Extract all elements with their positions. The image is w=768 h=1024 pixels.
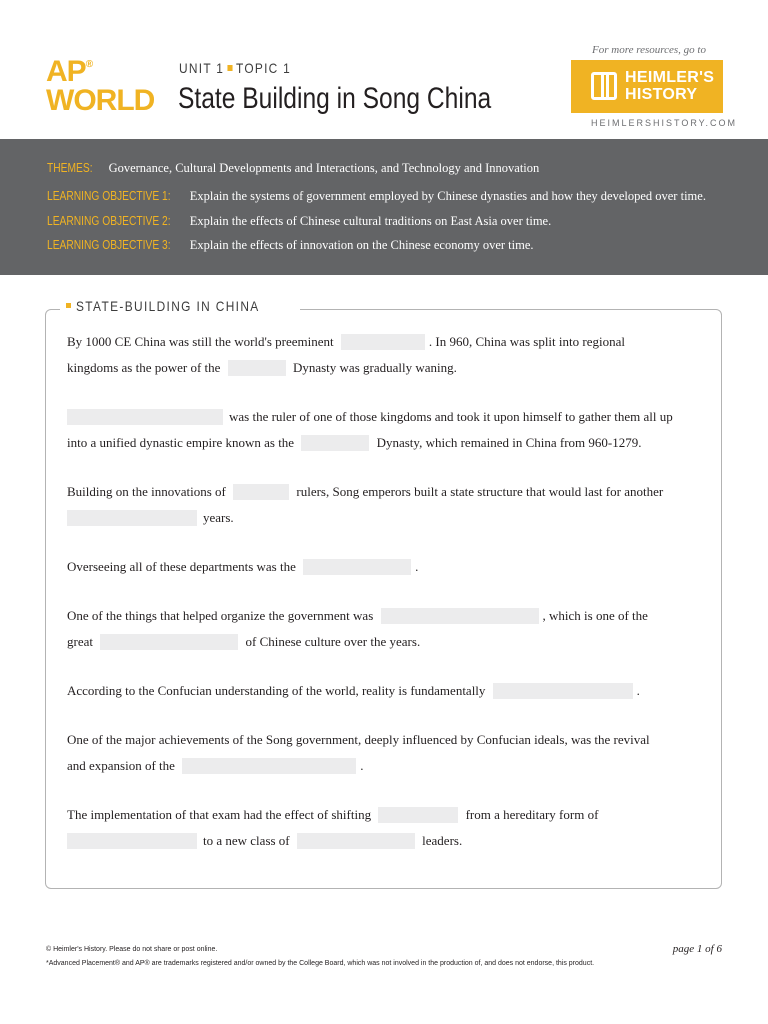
topic-label: TOPIC 1 xyxy=(236,60,292,76)
paragraph-7-line-1 xyxy=(67,732,650,748)
learning-objective-2-text: Explain the effects of Chinese cultural traditions on East Asia over time. xyxy=(189,214,552,228)
learning-objective-2-label: LEARNING OBJECTIVE 2: xyxy=(47,214,171,228)
fill-in-blank[interactable] xyxy=(67,833,197,849)
ap-world-logo xyxy=(46,55,155,117)
paragraph-text: . xyxy=(360,758,364,773)
unit-topic-label xyxy=(179,60,291,76)
paragraph-7-line-2 xyxy=(67,758,363,775)
logo-world-text: WORLD xyxy=(46,83,155,117)
paragraph-text: . In 960, China was split into regional xyxy=(428,334,625,349)
logo-registered-mark: ® xyxy=(85,59,93,70)
themes-label: THEMES: xyxy=(47,161,93,175)
paragraph-text: The implementation of that exam had the effect of shifting xyxy=(67,807,372,822)
section-heading-text: STATE-BUILDING IN CHINA xyxy=(76,298,260,314)
brand-name-line-2: HISTORY xyxy=(625,86,698,103)
paragraph-text: According to the Confucian understanding of the world, reality is fundamentally xyxy=(67,683,486,698)
paragraph-4-line-1 xyxy=(67,559,418,576)
paragraph-text: . xyxy=(415,559,419,574)
fill-in-blank[interactable] xyxy=(378,807,458,823)
website-link[interactable]: HEIMLERSHISTORY.COM xyxy=(591,118,738,128)
paragraph-text: Building on the innovations of xyxy=(67,484,226,499)
heading-square-icon xyxy=(66,303,71,308)
paragraph-1-line-2 xyxy=(67,360,457,377)
heimlers-history-mark-icon xyxy=(591,72,617,100)
paragraph-2-line-1 xyxy=(67,409,673,426)
paragraph-1-line-1 xyxy=(67,334,625,351)
themes-objectives-band xyxy=(0,139,768,275)
worksheet-section-box xyxy=(45,309,722,889)
paragraph-text: By 1000 CE China was still the world's preeminent xyxy=(67,334,334,349)
fill-in-blank[interactable] xyxy=(301,435,369,451)
paragraph-text: Dynasty was gradually waning. xyxy=(292,360,457,375)
trademark-notice: *Advanced Placement® and AP® are trademarks registered and/or owned by the College Board, which was not involved in the production of, and does not endorse, this product. xyxy=(46,960,595,967)
fill-in-blank[interactable] xyxy=(381,608,539,624)
paragraph-text: . xyxy=(636,683,640,698)
paragraph-text: leaders. xyxy=(422,833,463,848)
learning-objective-3-text: Explain the effects of innovation on the Chinese economy over time. xyxy=(189,238,534,252)
brand-name xyxy=(625,69,714,103)
paragraph-2-line-2 xyxy=(67,435,641,452)
learning-objective-1-row xyxy=(47,189,706,204)
unit-label: UNIT 1 xyxy=(179,60,225,76)
separator-square-icon xyxy=(228,65,233,71)
paragraph-text: One of the major achievements of the Song government, deeply influenced by Confucian ideals, was the revival xyxy=(67,732,650,747)
paragraph-8-line-1 xyxy=(67,807,598,824)
paragraph-text: great xyxy=(67,634,93,649)
fill-in-blank[interactable] xyxy=(341,334,425,350)
section-heading xyxy=(60,298,300,314)
paragraph-text: was the ruler of one of those kingdoms and took it upon himself to gather them all up xyxy=(229,409,673,424)
page-title: State Building in Song China xyxy=(178,82,492,115)
paragraph-text: of Chinese culture over the years. xyxy=(245,634,421,649)
learning-objective-2-row xyxy=(47,214,551,229)
paragraph-text: , which is one of the xyxy=(542,608,648,623)
paragraph-text: from a hereditary form of xyxy=(465,807,599,822)
paragraph-8-line-2 xyxy=(67,833,462,850)
fill-in-blank[interactable] xyxy=(303,559,411,575)
paragraph-3-line-2 xyxy=(67,510,234,527)
fill-in-blank[interactable] xyxy=(233,484,289,500)
learning-objective-3-row xyxy=(47,238,534,253)
paragraph-6-line-1 xyxy=(67,683,640,700)
paragraph-text: kingdoms as the power of the xyxy=(67,360,221,375)
promo-text: For more resources, go to xyxy=(592,44,706,56)
paragraph-5-line-1 xyxy=(67,608,648,625)
learning-objective-1-label: LEARNING OBJECTIVE 1: xyxy=(47,189,171,203)
logo-ap-text: AP xyxy=(46,55,86,88)
paragraph-text: Dynasty, which remained in China from 960-1279. xyxy=(376,435,642,450)
paragraph-text: One of the things that helped organize the government was xyxy=(67,608,374,623)
learning-objective-3-label: LEARNING OBJECTIVE 3: xyxy=(47,238,171,252)
fill-in-blank[interactable] xyxy=(493,683,633,699)
fill-in-blank[interactable] xyxy=(67,510,197,526)
brand-name-line-1: HEIMLER'S xyxy=(625,69,715,86)
paragraph-text: and expansion of the xyxy=(67,758,175,773)
fill-in-blank[interactable] xyxy=(297,833,415,849)
paragraph-3-line-1 xyxy=(67,484,663,501)
fill-in-blank[interactable] xyxy=(228,360,286,376)
fill-in-blank[interactable] xyxy=(67,409,223,425)
paragraph-text: into a unified dynastic empire known as the xyxy=(67,435,295,450)
copyright-notice: © Heimler's History. Please do not share or post online. xyxy=(46,946,218,953)
paragraph-text: Overseeing all of these departments was the xyxy=(67,559,296,574)
heimlers-history-brand-logo[interactable] xyxy=(571,60,723,113)
page-number: page 1 of 6 xyxy=(672,943,722,955)
paragraph-5-line-2 xyxy=(67,634,420,651)
learning-objective-1-text: Explain the systems of government employed by Chinese dynasties and how they developed over time. xyxy=(189,189,706,203)
themes-row xyxy=(47,161,539,176)
themes-text: Governance, Cultural Developments and Interactions, and Technology and Innovation xyxy=(108,161,540,175)
fill-in-blank[interactable] xyxy=(182,758,356,774)
paragraph-text: to a new class of xyxy=(203,833,290,848)
paragraph-text: rulers, Song emperors built a state structure that would last for another xyxy=(296,484,664,499)
paragraph-text: years. xyxy=(203,510,234,525)
fill-in-blank[interactable] xyxy=(100,634,238,650)
